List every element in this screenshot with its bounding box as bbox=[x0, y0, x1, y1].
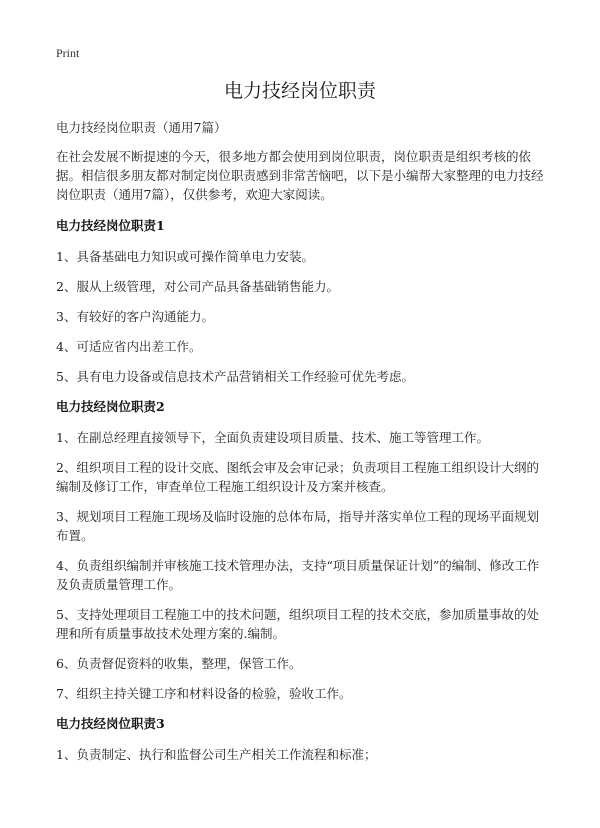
section-heading: 电力技经岗位职责1 bbox=[56, 218, 165, 233]
document-subtitle: 电力技经岗位职责（通用7篇） bbox=[56, 120, 227, 135]
list-item: 5、支持处理项目工程施工中的技术问题，组织项目工程的技术交底，参加质量事故的处理和所有质量事故技术处理方案的.编制。 bbox=[56, 607, 539, 641]
section-2 bbox=[56, 397, 544, 703]
list-item: 1、负责制定、执行和监督公司生产相关工作流程和标准； bbox=[56, 747, 377, 762]
list-item: 2、组织项目工程的设计交底、图纸会审及会审记录；负责项目工程施工组织设计大纲的编制及修订工作，审查单位工程施工组织设计及方案并核查。 bbox=[56, 460, 539, 494]
list-item: 5、具有电力设备或信息技术产品营销相关工作经验可优先考虑。 bbox=[56, 369, 414, 384]
list-item: 4、负责组织编制并审核施工技术管理办法，支持“项目质量保证计划”的编制、修改工作及负责质量管理工作。 bbox=[56, 558, 540, 592]
section-heading: 电力技经岗位职责2 bbox=[56, 399, 165, 414]
page-title: 电力技经岗位职责 bbox=[223, 80, 376, 102]
list-item: 7、组织主持关键工序和材料设备的检验，验收工作。 bbox=[56, 686, 352, 701]
list-item: 1、在副总经理直接领导下，全面负责建设项目质量、技术、施工等管理工作。 bbox=[56, 430, 489, 445]
section-3 bbox=[56, 714, 544, 764]
list-item: 6、负责督促资料的收集，整理，保管工作。 bbox=[56, 656, 302, 671]
section-1 bbox=[56, 216, 544, 386]
section-heading: 电力技经岗位职责3 bbox=[56, 716, 165, 731]
list-item: 4、可适应省内出差工作。 bbox=[56, 339, 202, 354]
list-item: 1、具备基础电力知识或可操作简单电力安装。 bbox=[56, 249, 314, 264]
list-item: 3、有较好的客户沟通能力。 bbox=[56, 309, 214, 324]
list-item: 3、规划项目工程施工现场及临时设施的总体布局，指导并落实单位工程的现场平面规划布置。 bbox=[56, 509, 539, 543]
list-item: 2、服从上级管理，对公司产品具备基础销售能力。 bbox=[56, 279, 339, 294]
intro-paragraph: 在社会发展不断提速的今天，很多地方都会使用到岗位职责，岗位职责是组织考核的依据。相信很多朋友都对制定岗位职责感到非常苦恼吧，以下是小编帮大家整理的电力技经岗位职责（通用7篇），仅供参考，欢迎大家阅读。 bbox=[56, 149, 544, 202]
print-label[interactable]: Print bbox=[56, 46, 80, 60]
